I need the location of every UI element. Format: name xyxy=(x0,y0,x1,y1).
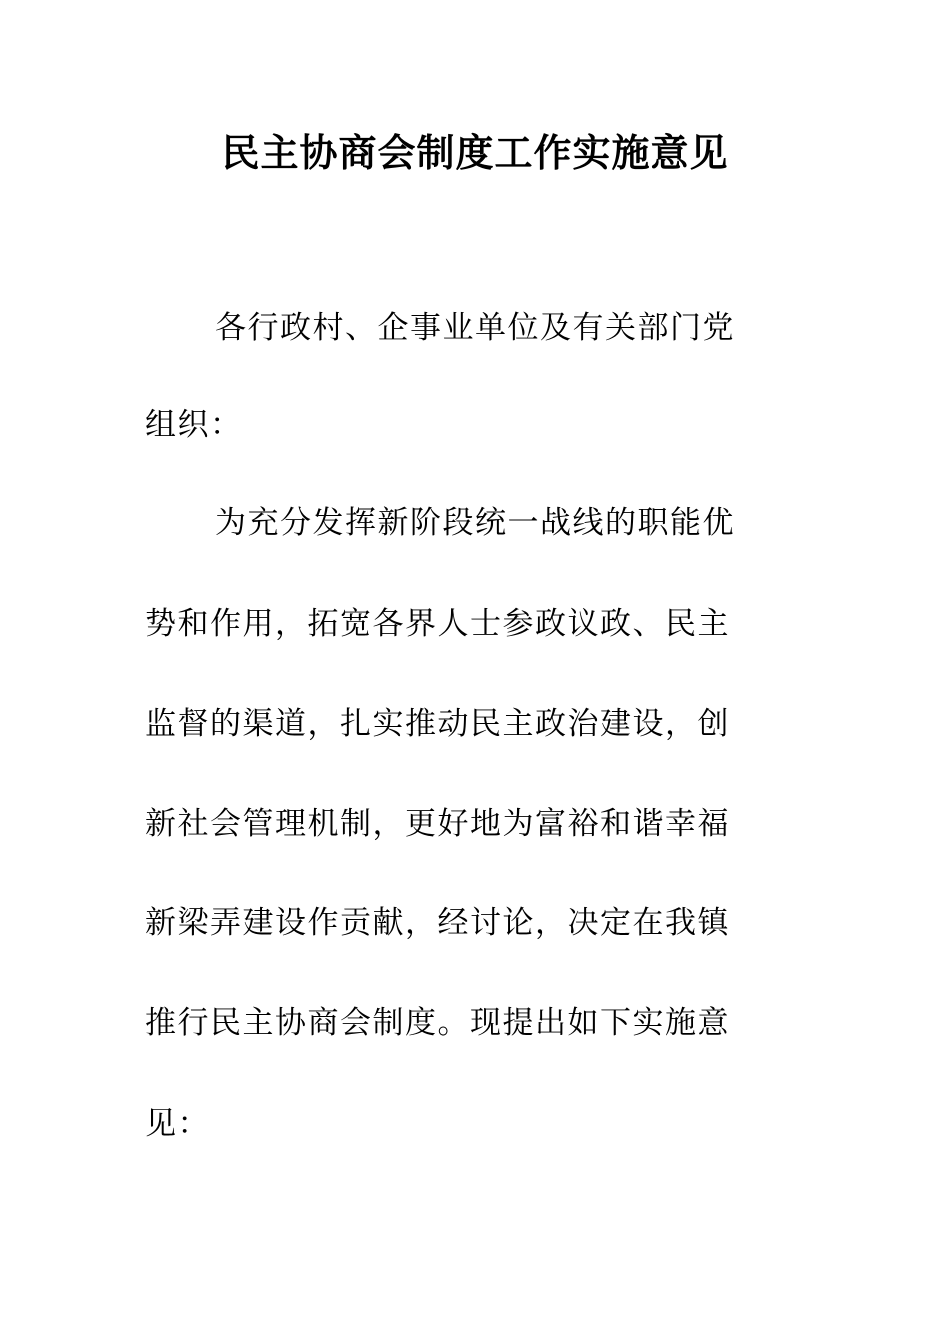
body-line-9: 见： xyxy=(145,1106,210,1142)
body-line-2: 组织： xyxy=(145,407,243,443)
body-line-1: 各行政村、企事业单位及有关部门党 xyxy=(215,310,735,346)
body-line-8: 推行民主协商会制度。现提出如下实施意 xyxy=(145,1005,730,1041)
document-title: 民主协商会制度工作实施意见 xyxy=(221,130,729,175)
body-line-4: 势和作用，拓宽各界人士参政议政、民主 xyxy=(145,606,730,642)
body-line-5: 监督的渠道，扎实推动民主政治建设，创 xyxy=(145,706,730,742)
body-line-3: 为充分发挥新阶段统一战线的职能优 xyxy=(215,505,735,541)
body-line-6: 新社会管理机制，更好地为富裕和谐幸福 xyxy=(145,806,730,842)
body-line-7: 新梁弄建设作贡献，经讨论，决定在我镇 xyxy=(145,905,730,941)
